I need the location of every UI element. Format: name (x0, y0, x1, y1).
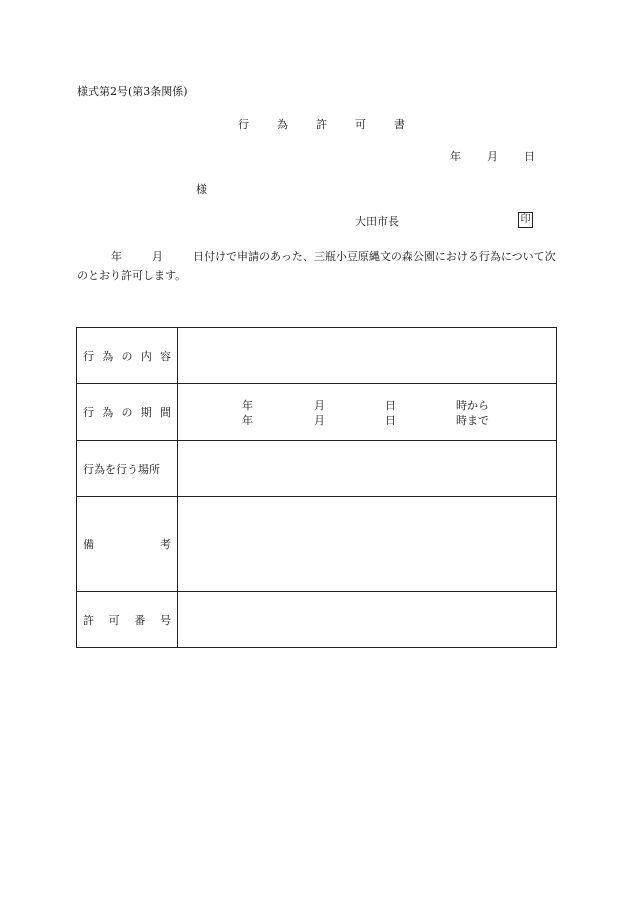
label-char: 番 (134, 613, 146, 627)
label-char: 為 (102, 406, 114, 419)
label-char: の (121, 349, 133, 363)
label-char: 可 (108, 613, 120, 627)
title-char: 為 (277, 118, 288, 131)
permit-table (76, 327, 557, 648)
seal-mark: 印 (518, 212, 533, 228)
table-row-period (77, 384, 557, 441)
from-year: 年 (242, 399, 253, 412)
statement-month: 月 (152, 250, 163, 263)
from-month: 月 (314, 399, 325, 412)
value-permit-number[interactable] (178, 592, 557, 648)
document-title (238, 119, 433, 130)
value-place[interactable] (178, 441, 557, 497)
table-row-content (77, 328, 557, 384)
form-number: 様式第2号(第3条関係) (77, 85, 188, 98)
title-char: 可 (355, 118, 366, 131)
date-day: 日 (524, 150, 535, 163)
label-char: 容 (160, 349, 171, 363)
value-remarks[interactable] (178, 497, 557, 592)
period-from (178, 397, 556, 412)
issuer-name: 大田市長 (355, 215, 399, 228)
date-year: 年 (450, 150, 461, 163)
date-month: 月 (487, 150, 498, 163)
label-char: 号 (159, 613, 171, 627)
issue-date (450, 151, 561, 162)
addressee-suffix: 様 (196, 183, 207, 196)
to-time: 時まで (456, 414, 489, 427)
label-place: 行為を行う場所 (77, 441, 178, 497)
label-remarks (77, 497, 178, 592)
to-month: 月 (314, 414, 325, 427)
label-char: 考 (160, 538, 171, 551)
permission-statement (77, 247, 559, 285)
label-char: 期 (140, 406, 152, 419)
statement-year: 年 (111, 250, 122, 263)
from-time: 時から (456, 399, 489, 412)
table-row-remarks (77, 497, 557, 592)
title-char: 行 (238, 118, 249, 131)
label-period (77, 384, 178, 441)
value-content[interactable] (178, 328, 557, 384)
table-row-place (77, 441, 557, 497)
value-period[interactable] (178, 384, 557, 441)
statement-text: 日付けで申請のあった、三瓶小豆原縄文の森公園における行為について次のとおり許可します。 (77, 250, 556, 282)
table-row-permit-number (77, 592, 557, 648)
label-permit-number (77, 592, 178, 648)
period-to (178, 412, 556, 427)
title-char: 書 (394, 118, 405, 131)
from-day: 日 (385, 399, 396, 412)
title-char: 許 (316, 118, 327, 131)
label-char: の (121, 406, 133, 419)
label-char: 備 (83, 538, 94, 551)
to-day: 日 (385, 414, 396, 427)
label-char: 為 (102, 349, 114, 363)
label-char: 許 (83, 613, 94, 627)
label-char: 内 (140, 349, 152, 363)
label-char: 行 (83, 406, 94, 419)
to-year: 年 (242, 414, 253, 427)
label-char: 行 (83, 349, 94, 363)
label-char: 間 (160, 406, 171, 419)
label-content (77, 328, 178, 384)
